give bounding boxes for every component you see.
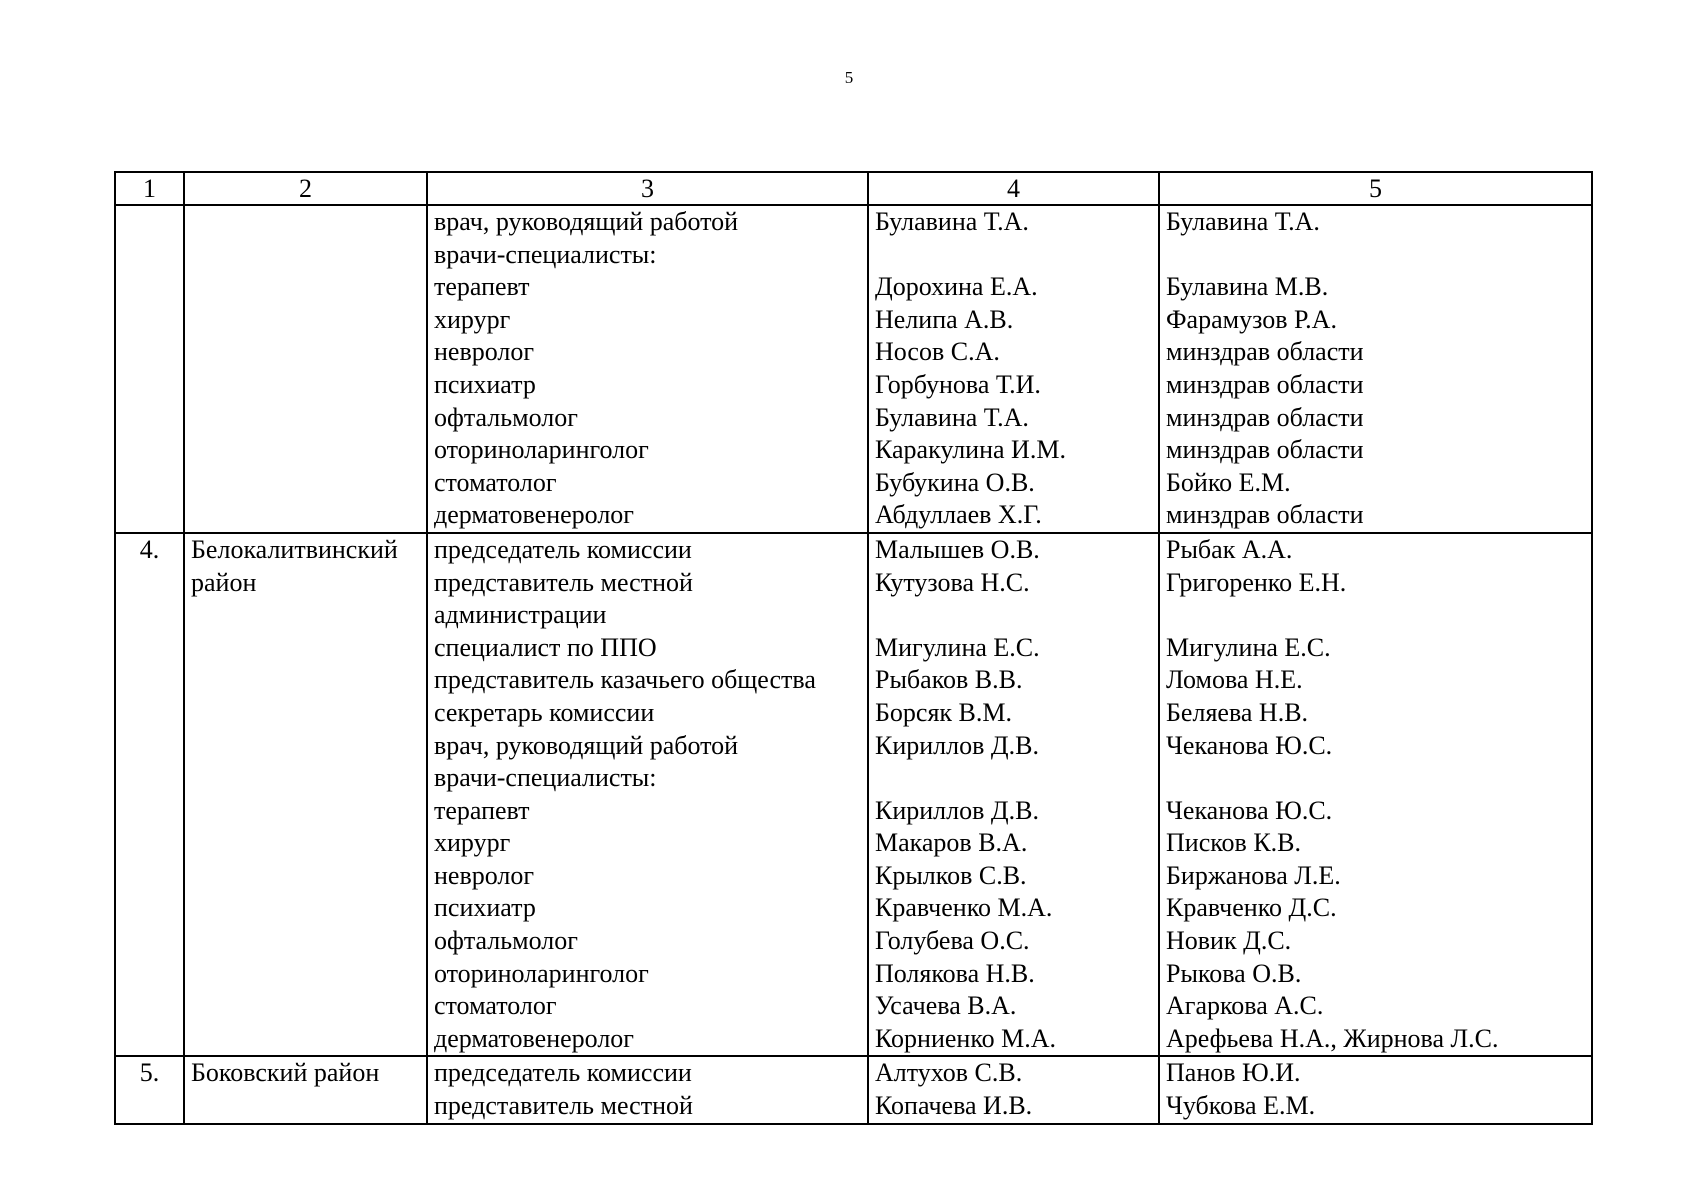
section-number: 4. — [139, 534, 160, 564]
role: представитель казачьего общества — [434, 665, 816, 695]
member-name: Носов С.А. — [875, 337, 1000, 367]
reserve-name: Бойко Е.М. — [1166, 467, 1291, 497]
role: председатель комиссии — [434, 1058, 692, 1088]
section-row — [115, 205, 1592, 533]
member-name: Копачева И.В. — [875, 1091, 1033, 1121]
section-number-cell — [115, 1056, 184, 1123]
reserve-name: минздрав области — [1166, 402, 1364, 432]
section-row — [115, 533, 1592, 1057]
role: председатель комиссии — [434, 534, 692, 564]
role: психиатр — [434, 893, 536, 923]
member-name: Горбунова Т.И. — [875, 369, 1041, 399]
member-name: Макаров В.А. — [875, 828, 1028, 858]
member-name: Дорохина Е.А. — [875, 272, 1038, 302]
role-cell — [427, 205, 868, 533]
member-name-cell — [868, 205, 1159, 533]
section-number-cell — [115, 533, 184, 1057]
member-name: Крылков С.В. — [875, 860, 1027, 890]
member-name — [875, 762, 1152, 795]
reserve-name: Рыкова О.В. — [1166, 958, 1302, 988]
member-name: Кутузова Н.С. — [875, 567, 1030, 597]
member-name: Булавина Т.А. — [875, 207, 1029, 236]
column-header-2: 2 — [184, 172, 427, 205]
section-number-cell — [115, 205, 184, 533]
role: оториноларинголог — [434, 958, 649, 988]
role: невролог — [434, 337, 535, 367]
role: специалист по ППО — [434, 632, 657, 662]
member-name-cell — [868, 533, 1159, 1057]
member-name: Нелипа А.В. — [875, 304, 1014, 334]
member-name — [875, 239, 1152, 272]
reserve-name: минздрав области — [1166, 500, 1364, 530]
role-cell — [427, 533, 868, 1057]
reserve-name — [1166, 762, 1585, 795]
role: оториноларинголог — [434, 435, 649, 465]
reserve-name: Чеканова Ю.С. — [1166, 730, 1333, 760]
role: невролог — [434, 860, 535, 890]
reserve-name: Панов Ю.И. — [1166, 1058, 1301, 1088]
role: стоматолог — [434, 467, 557, 497]
region-cell — [184, 205, 427, 533]
role: врач, руководящий работой — [434, 730, 739, 760]
role: стоматолог — [434, 991, 557, 1021]
reserve-name: Беляева Н.В. — [1166, 697, 1309, 727]
member-name: Борсяк В.М. — [875, 697, 1013, 727]
reserve-name: минздрав области — [1166, 369, 1364, 399]
page-number: 5 — [844, 68, 854, 87]
reserve-name: Новик Д.С. — [1166, 926, 1292, 956]
reserve-name: минздрав области — [1166, 435, 1364, 465]
role: терапевт — [434, 272, 530, 302]
reserve-name: Фарамузов Р.А. — [1166, 304, 1337, 334]
role: дерматовенеролог — [434, 500, 634, 530]
reserve-name-cell — [1159, 533, 1592, 1057]
reserve-name: Рыбак А.А. — [1166, 534, 1293, 564]
member-name: Бубукина О.В. — [875, 467, 1035, 497]
role: хирург — [434, 304, 511, 334]
reserve-name — [1166, 239, 1585, 272]
member-name — [875, 599, 1152, 632]
member-name: Кравченко М.А. — [875, 893, 1053, 923]
reserve-name: Арефьева Н.А., Жирнова Л.С. — [1166, 1023, 1499, 1053]
member-name: Корниенко М.А. — [875, 1023, 1057, 1053]
role-cell — [427, 1056, 868, 1123]
role: офтальмолог — [434, 926, 578, 956]
region-cell — [184, 1056, 427, 1123]
member-name: Малышев О.В. — [875, 534, 1040, 564]
member-name: Абдуллаев Х.Г. — [875, 500, 1042, 530]
reserve-name: Чеканова Ю.С. — [1166, 795, 1333, 825]
role: представитель местной — [434, 567, 693, 597]
role: дерматовенеролог — [434, 1023, 634, 1053]
role: секретарь комиссии — [434, 697, 655, 727]
role: администрации — [434, 600, 607, 630]
reserve-name: Мигулина Е.С. — [1166, 632, 1331, 662]
role: терапевт — [434, 795, 530, 825]
member-name: Усачева В.А. — [875, 991, 1017, 1021]
role: представитель местной — [434, 1091, 693, 1121]
member-name: Мигулина Е.С. — [875, 632, 1040, 662]
reserve-name: Григоренко Е.Н. — [1166, 567, 1347, 597]
region-cell — [184, 533, 427, 1057]
role: врачи-специалисты: — [434, 239, 657, 269]
section-number: 5. — [139, 1058, 160, 1088]
reserve-name — [1166, 599, 1585, 632]
column-header-5: 5 — [1159, 172, 1592, 205]
column-header-1: 1 — [115, 172, 184, 205]
commission-table — [114, 171, 1593, 1125]
member-name: Булавина Т.А. — [875, 402, 1029, 432]
role: врачи-специалисты: — [434, 763, 657, 793]
member-name: Каракулина И.М. — [875, 435, 1066, 465]
reserve-name-cell — [1159, 205, 1592, 533]
reserve-name: Писков К.В. — [1166, 828, 1302, 858]
member-name: Полякова Н.В. — [875, 958, 1035, 988]
reserve-name: Агаркова А.С. — [1166, 991, 1324, 1021]
member-name: Голубева О.С. — [875, 926, 1030, 956]
header-row — [115, 172, 1592, 205]
region-name: Боковский район — [191, 1058, 380, 1088]
region-name: Белокалитвинский — [191, 534, 398, 564]
reserve-name-cell — [1159, 1056, 1592, 1123]
member-name: Кириллов Д.В. — [875, 730, 1039, 760]
role: врач, руководящий работой — [434, 207, 739, 236]
member-name-cell — [868, 1056, 1159, 1123]
reserve-name: минздрав области — [1166, 337, 1364, 367]
member-name: Алтухов С.В. — [875, 1058, 1023, 1088]
reserve-name: Кравченко Д.С. — [1166, 893, 1337, 923]
role: хирург — [434, 828, 511, 858]
member-name: Кириллов Д.В. — [875, 795, 1039, 825]
column-header-3: 3 — [427, 172, 868, 205]
reserve-name: Ломова Н.Е. — [1166, 665, 1303, 695]
member-name: Рыбаков В.В. — [875, 665, 1023, 695]
role: офтальмолог — [434, 402, 578, 432]
reserve-name: Чубкова Е.М. — [1166, 1091, 1316, 1121]
role: психиатр — [434, 369, 536, 399]
region-name: район — [191, 567, 257, 597]
reserve-name: Биржанова Л.Е. — [1166, 860, 1341, 890]
column-header-4: 4 — [868, 172, 1159, 205]
section-row — [115, 1056, 1592, 1123]
reserve-name: Булавина Т.А. — [1166, 207, 1320, 236]
reserve-name: Булавина М.В. — [1166, 272, 1329, 302]
